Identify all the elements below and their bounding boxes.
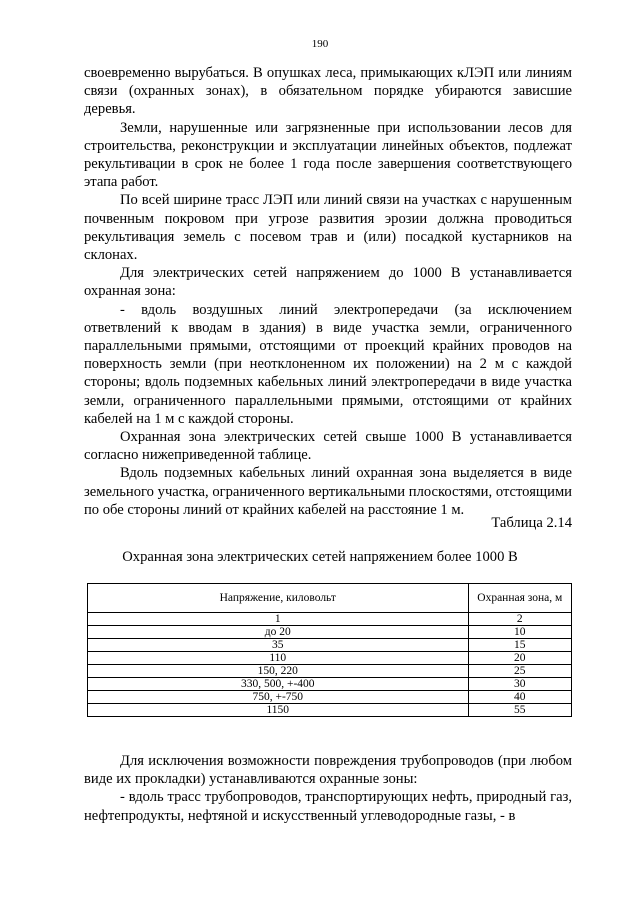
table-row	[88, 678, 572, 691]
table-row	[88, 665, 572, 678]
cell-zone: 30	[468, 678, 571, 691]
cell-zone: 10	[468, 626, 571, 639]
cell-zone: 20	[468, 652, 571, 665]
bottom-text-block	[84, 752, 572, 825]
paragraph: Для электрических сетей напряжением до 1000 В устанавливается охранная зона:	[84, 265, 572, 300]
cell-zone: 40	[468, 691, 571, 704]
cell-voltage: 1	[88, 613, 469, 626]
table-row	[88, 639, 572, 652]
table-row	[88, 691, 572, 704]
cell-voltage: до 20	[88, 626, 469, 639]
table-label: Таблица 2.14	[491, 515, 572, 531]
header-zone: Охранная зона, м	[468, 584, 571, 613]
cell-zone: 55	[468, 704, 571, 717]
paragraph: Охранная зона электрических сетей свыше 1000 В устанавливается согласно нижеприведенной таблице.	[84, 429, 572, 464]
cell-zone: 25	[468, 665, 571, 678]
paragraph: Земли, нарушенные или загрязненные при использовании лесов для строительства, реконструкции и эксплуатации линейных объектов, подлежат рекультивации в срок не более 1 года после завершения соответствующего этапа работ.	[84, 119, 572, 191]
table-row	[88, 652, 572, 665]
top-text-block	[84, 64, 572, 519]
cell-voltage: 150, 220	[88, 665, 469, 678]
paragraph: Вдоль подземных кабельных линий охранная зона выделяется в виде земельного участка, ограниченного вертикальными плоскостями, отстоящими по обе стороны линий от крайних кабелей на расстояние 1 м.	[84, 465, 572, 518]
cell-zone: 2	[468, 613, 571, 626]
header-voltage: Напряжение, киловольт	[88, 584, 469, 613]
table-row	[88, 704, 572, 717]
cell-voltage: 110	[88, 652, 469, 665]
protection-zone-table	[87, 583, 572, 717]
cell-voltage: 750, +-750	[88, 691, 469, 704]
table-header-row	[88, 584, 572, 613]
cell-voltage: 1150	[88, 704, 469, 717]
cell-zone: 15	[468, 639, 571, 652]
cell-voltage: 35	[88, 639, 469, 652]
page-number: 190	[311, 38, 329, 50]
table-title: Охранная зона электрических сетей напряжением более 1000 В	[122, 549, 518, 565]
paragraph: - вдоль трасс трубопроводов, транспортирующих нефть, природный газ, нефтепродукты, нефтяной и искусственный углеводородные газы, - в	[84, 789, 572, 824]
table-row	[88, 613, 572, 626]
cell-voltage: 330, 500, +-400	[88, 678, 469, 691]
paragraph: По всей ширине трасс ЛЭП или линий связи на участках с нарушенным почвенным покровом при угрозе развития эрозии должна проводиться рекультивация земель с посевом трав и (или) посадкой кустарников на склонах.	[84, 192, 572, 264]
paragraph: Для исключения возможности повреждения трубопроводов (при любом виде их прокладки) устанавливаются охранные зоны:	[84, 753, 572, 788]
paragraph: своевременно вырубаться. В опушках леса, примыкающих кЛЭП или линиям связи (охранных зонах), в обязательном порядке убираются зависшие деревья.	[84, 65, 572, 118]
paragraph: - вдоль воздушных линий электропередачи (за исключением ответвлений к вводам в здания) в виде участка земли, ограниченного параллельными прямыми, отстоящими от проекций крайних проводов на поверхность земли (при неотклоненном их положении) на 2 м с каждой стороны; вдоль подземных кабельных линий электропередачи в виде участка земли, ограниченного параллельными прямыми, отстоящими от крайних кабелей на 1 м с каждой стороны.	[84, 301, 572, 427]
table-row	[88, 626, 572, 639]
